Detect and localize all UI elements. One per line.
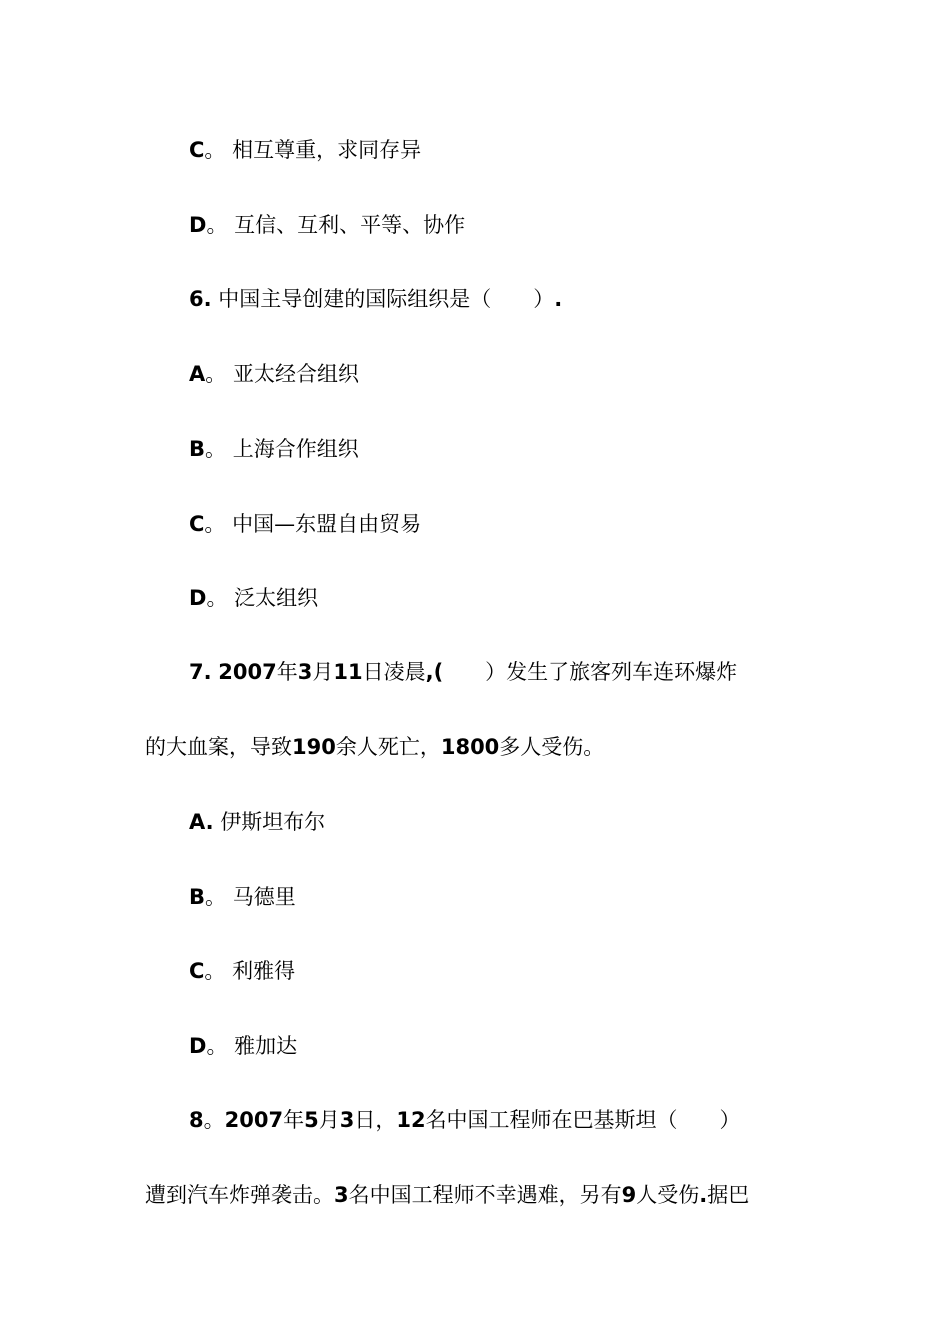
question-6: 6. 中国主导创建的国际组织是（ ）. (189, 287, 563, 311)
option-c-q6: C。 中国—东盟自由贸易 (189, 512, 422, 536)
option-c-q5: C。 相互尊重，求同存异 (189, 138, 422, 162)
option-d-q5: D。 互信、互利、平等、协作 (189, 213, 466, 237)
option-d-q7: D。 雅加达 (189, 1034, 298, 1058)
option-a-q6: A。 亚太经合组织 (189, 362, 359, 386)
option-b-q7: B。 马德里 (189, 885, 296, 909)
question-8-line-1: 8。2007年5月3日，12名中国工程师在巴基斯坦（ ） (189, 1108, 741, 1132)
option-a-q7: A. 伊斯坦布尔 (189, 810, 326, 834)
question-8-line-2: 遭到汽车炸弹袭击。3名中国工程师不幸遇难，另有9人受伤.据巴 (145, 1183, 750, 1207)
question-7-line-2: 的大血案，导致190余人死亡，1800多人受伤。 (145, 735, 605, 759)
question-7-line-1: 7. 2007年3月11日凌晨,( ）发生了旅客列车连环爆炸 (189, 660, 738, 684)
option-d-q6: D。 泛太组织 (189, 586, 319, 610)
option-b-q6: B。 上海合作组织 (189, 437, 359, 461)
option-c-q7: C。 利雅得 (189, 959, 296, 983)
